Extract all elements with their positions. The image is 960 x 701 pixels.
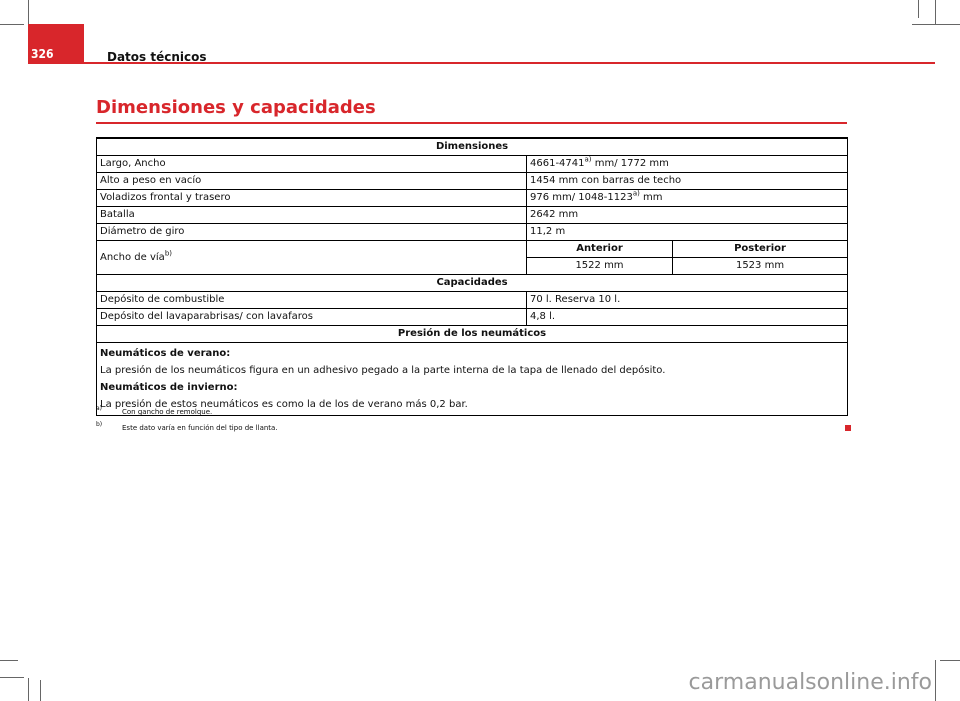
row-value: 4,8 l. (527, 309, 848, 326)
dimensions-header: Dimensiones (97, 138, 848, 156)
table-row (97, 292, 848, 309)
row-label: Alto a peso en vacío (97, 173, 527, 190)
footnote-text: Este dato varía en función del tipo de llanta. (122, 424, 278, 432)
page-title: Dimensiones y capacidades (96, 97, 376, 118)
tyre-pressure-cell (97, 343, 848, 416)
crop-mark (935, 660, 936, 701)
table-row (97, 309, 848, 326)
footnote-text: Con gancho de remolque. (122, 408, 213, 416)
crop-mark (40, 680, 41, 701)
table-row (97, 343, 848, 416)
winter-tyres-title: Neumáticos de invierno: (100, 382, 238, 393)
crop-mark (28, 678, 29, 701)
row-label: Diámetro de giro (97, 224, 527, 241)
table-row (97, 241, 848, 258)
track-front-value: 1522 mm (527, 258, 673, 275)
table-section-header (97, 138, 848, 156)
footnote-mark: a) (96, 405, 103, 412)
table-row (97, 224, 848, 241)
watermark: carmanualsonline.info (688, 670, 932, 695)
footnote-ref: a) (632, 189, 640, 198)
section-end-marker (845, 425, 851, 431)
table-section-header (97, 275, 848, 292)
table-section-header (97, 326, 848, 343)
footnote (96, 423, 856, 432)
capacities-header: Capacidades (97, 275, 848, 292)
row-label: Depósito de combustible (97, 292, 527, 309)
crop-mark (0, 677, 24, 678)
footnote-ref: a) (584, 155, 592, 164)
row-label: Voladizos frontal y trasero (97, 190, 527, 207)
table-row (97, 173, 848, 190)
title-rule (96, 122, 847, 124)
crop-mark (0, 660, 18, 661)
crop-mark (28, 0, 29, 24)
table-row (97, 156, 848, 173)
table-row (97, 207, 848, 224)
table-row (97, 190, 848, 207)
row-label: Largo, Ancho (97, 156, 527, 173)
crop-mark (940, 660, 960, 661)
track-rear-header: Posterior (673, 241, 848, 258)
row-value: 976 mm/ 1048-1123$^{a)}$ mm (527, 190, 848, 207)
footnote-ref: b) (164, 249, 173, 258)
crop-mark (912, 24, 960, 25)
row-value: 2642 mm (527, 207, 848, 224)
footnote (96, 407, 856, 416)
page-number: 326 (28, 24, 84, 62)
row-value: 70 l. Reserva 10 l. (527, 292, 848, 309)
winter-tyres-text: La presión de estos neumáticos es como la de los de verano más 0,2 bar. (100, 399, 468, 410)
row-value: 1454 mm con barras de techo (527, 173, 848, 190)
row-label: Batalla (97, 207, 527, 224)
track-front-header: Anterior (527, 241, 673, 258)
summer-tyres-title: Neumáticos de verano: (100, 348, 231, 359)
footnotes (96, 407, 856, 439)
row-label: Depósito del lavaparabrisas/ con lavafaros (97, 309, 527, 326)
crop-mark (918, 0, 919, 18)
row-value: 4661-4741$^{a)}$ mm/ 1772 mm (527, 156, 848, 173)
footnote-mark: b) (96, 421, 103, 428)
track-rear-value: 1523 mm (673, 258, 848, 275)
specifications-table (96, 137, 848, 416)
section-title: Datos técnicos (107, 50, 207, 64)
tyre-pressure-header: Presión de los neumáticos (97, 326, 848, 343)
row-value: 11,2 m (527, 224, 848, 241)
track-label: Ancho de vía$^{b)}$ (97, 241, 527, 275)
crop-mark (935, 0, 936, 24)
crop-mark (0, 24, 24, 25)
summer-tyres-text: La presión de los neumáticos figura en un adhesivo pegado a la parte interna de la tapa de llenado del depósito. (100, 365, 666, 376)
